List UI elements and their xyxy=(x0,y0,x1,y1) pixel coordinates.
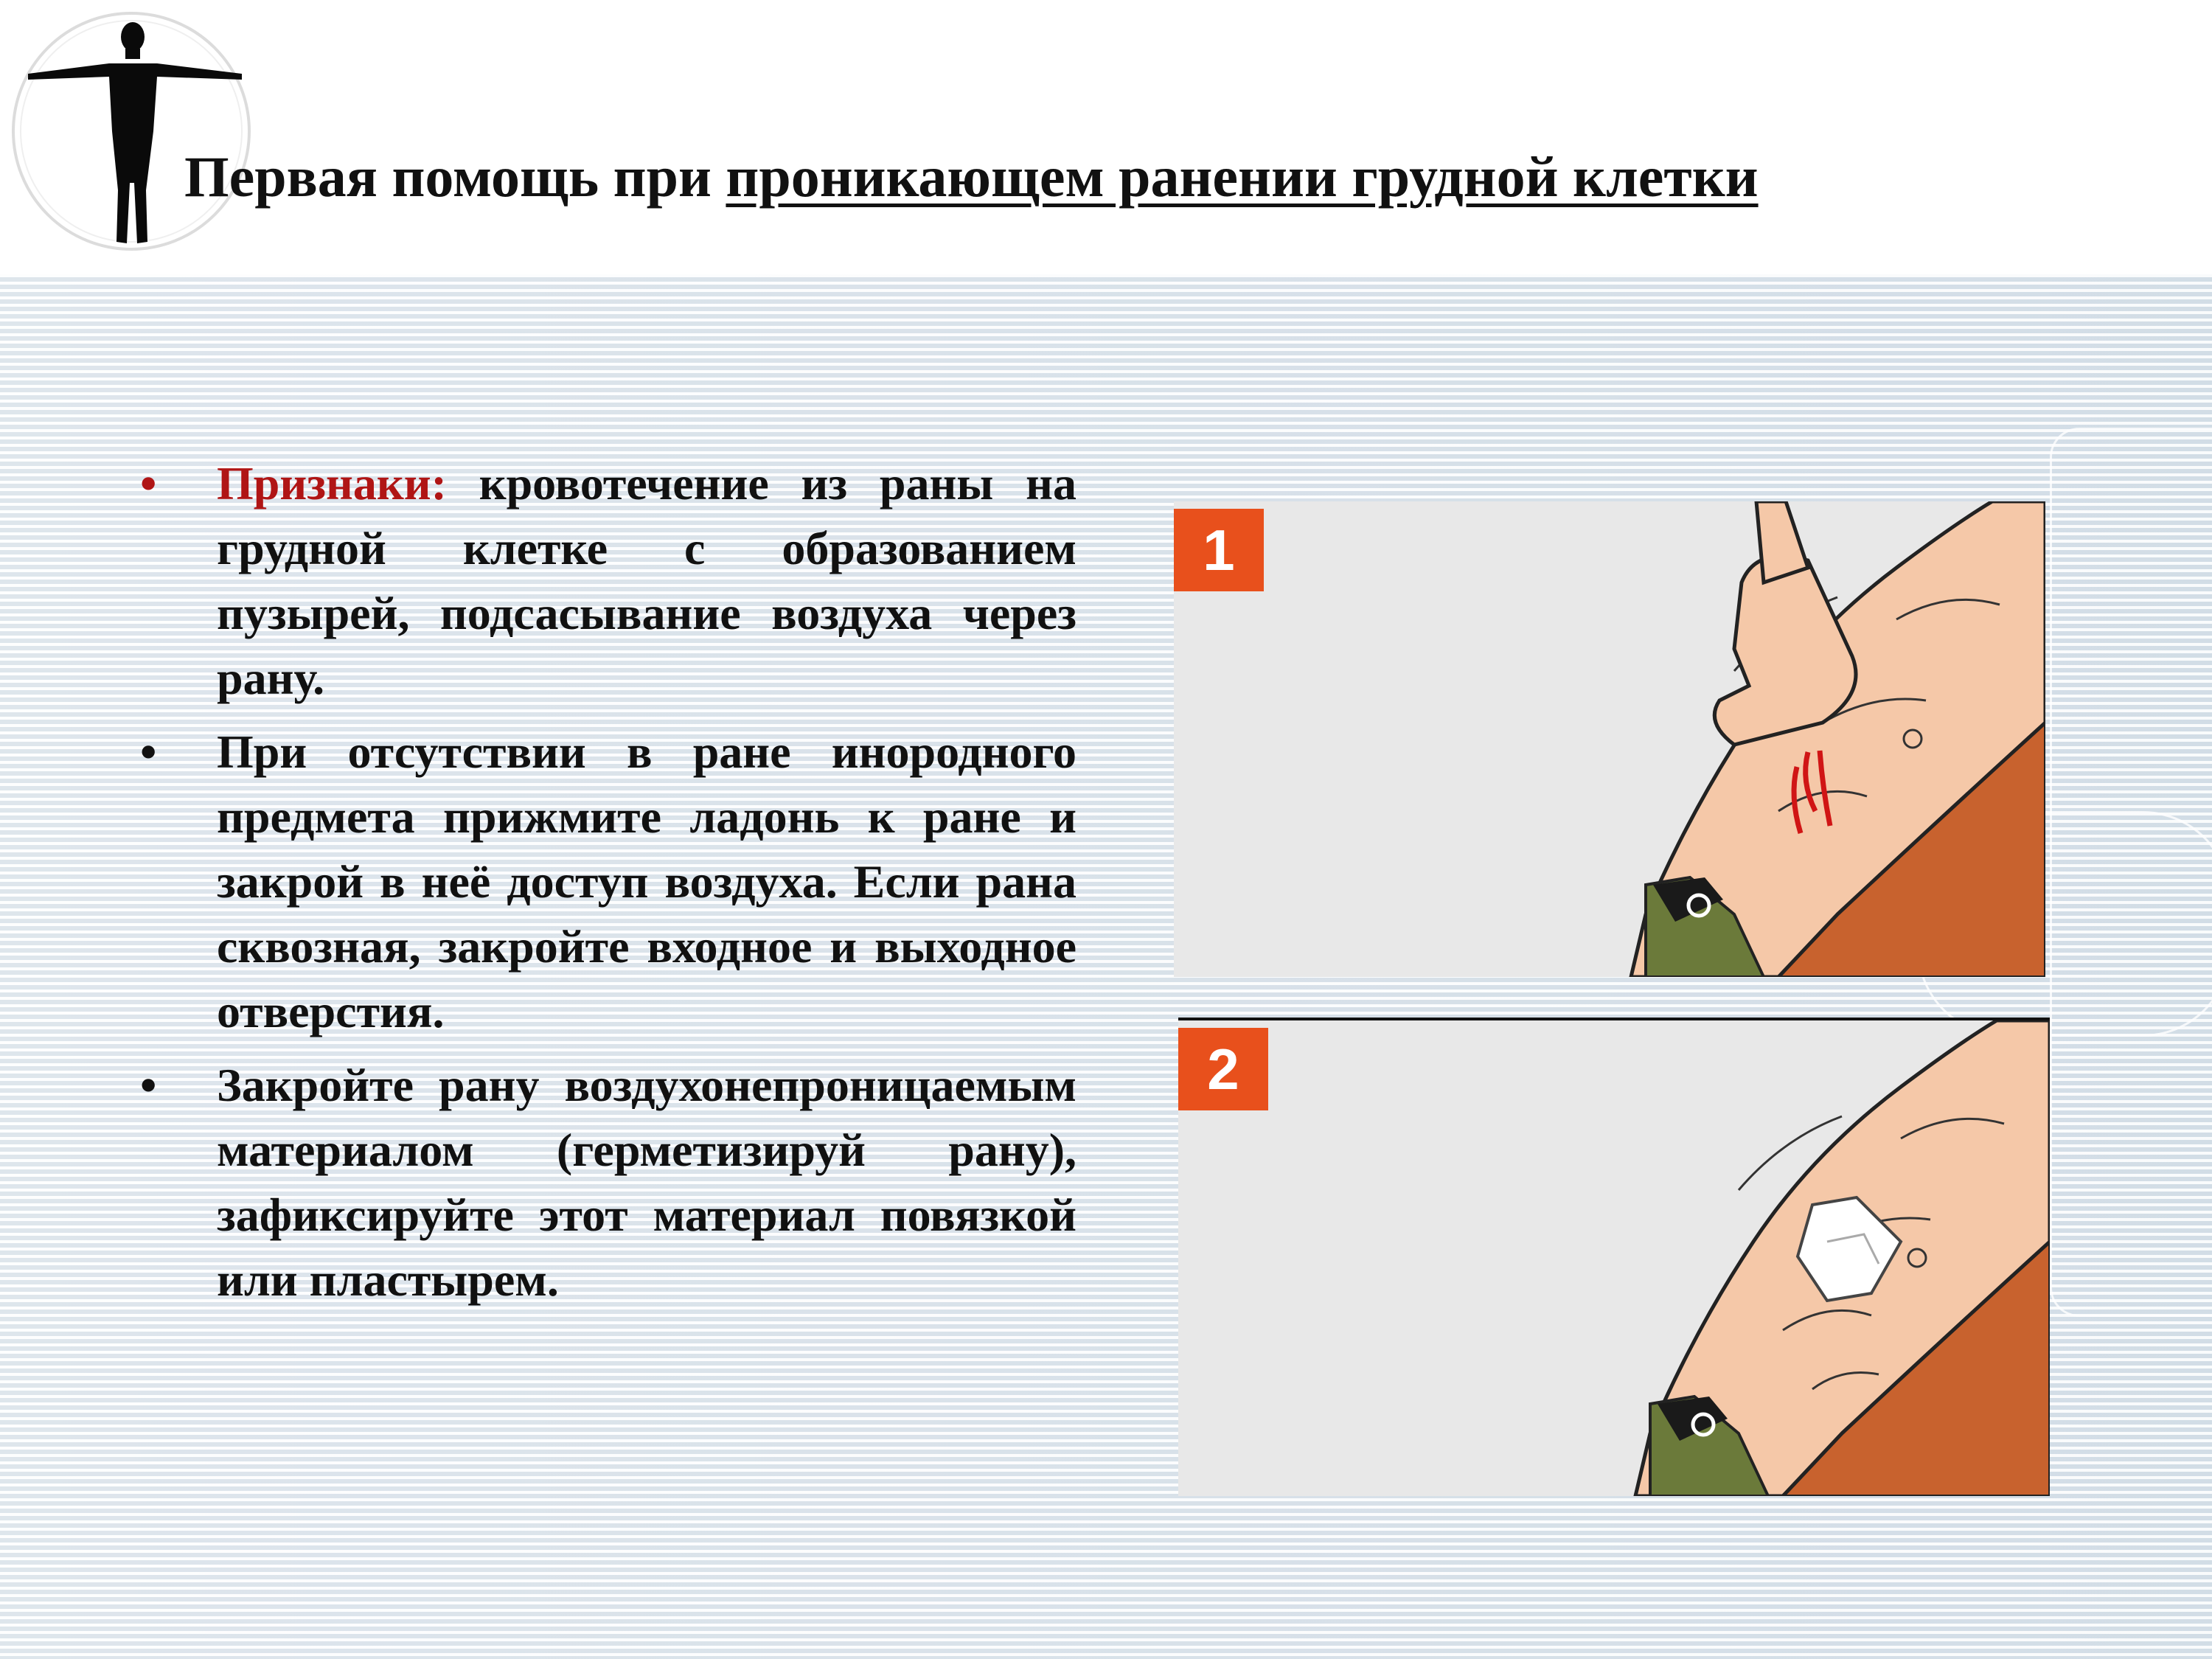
bullet-text: кровотечение из раны на грудной клетке с образованием пузырей, подсасывание воздуха через рану. xyxy=(217,457,1077,704)
step-2-drawing xyxy=(1178,1020,2050,1496)
bullet-label: Признаки: xyxy=(217,457,447,509)
bullet-item-seal-wound xyxy=(140,1053,1077,1312)
step-1-drawing xyxy=(1174,501,2045,977)
bullet-marker: • xyxy=(140,726,157,778)
step-number-badge: 2 xyxy=(1178,1028,1268,1110)
slide-title xyxy=(184,140,2175,214)
bullet-item-signs xyxy=(140,451,1077,711)
step-2-illustration xyxy=(1178,1020,2050,1496)
bullet-marker: • xyxy=(140,1059,157,1111)
bullet-list xyxy=(140,451,1077,1321)
bullet-marker: • xyxy=(140,457,157,509)
step-1-illustration xyxy=(1174,501,2045,977)
step-number-badge: 1 xyxy=(1174,509,1264,591)
bullet-item-press-palm xyxy=(140,720,1077,1044)
human-silhouette-logo xyxy=(6,6,257,257)
bullet-text: Закройте рану воздухонепроницаемым материалом (герметизируй рану), зафиксируйте этот материал повязкой или пластырем. xyxy=(217,1059,1077,1306)
title-underlined-text: проникающем ранении грудной клетки xyxy=(726,145,1759,209)
title-text: Первая помощь при xyxy=(184,145,726,209)
bullet-text: При отсутствии в ране инородного предмета прижмите ладонь к ране и закрой в неё доступ воздуха. Если рана сквозная, закройте входное и выходное отверстия. xyxy=(217,726,1077,1037)
